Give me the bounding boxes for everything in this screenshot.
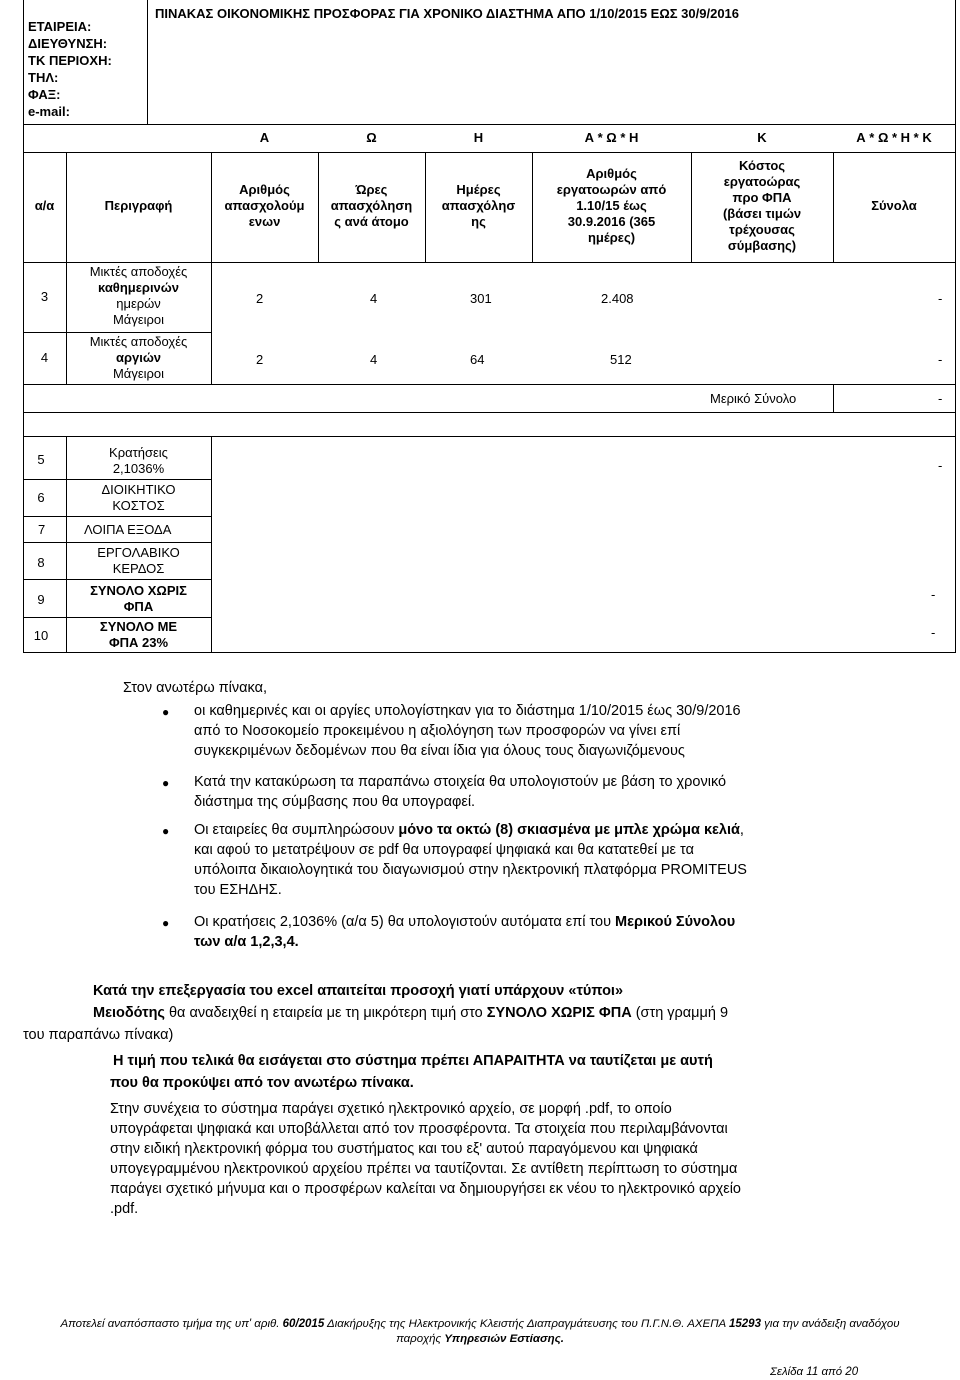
- row3-description: Μικτές αποδοχές καθημερινών ημερών Μάγειροι: [89, 264, 188, 327]
- footer-reference: Αποτελεί αναπόσπαστο τμήμα της υπ' αριθ. 60/2015 Διακήρυξης της Ηλεκτρονικής Κλειστής Διαπραγμάτευσης του Π.Γ.Ν.Θ. ΑΧΕΠΑ 15293 για την ανάδειξη αναδόχου παροχής Υπηρεσιών Εστίασης.: [60, 1318, 900, 1345]
- row3-man-hours: 2.408: [601, 291, 634, 306]
- row5-6-value: -: [938, 458, 943, 473]
- notes-intro: Στον ανωτέρω πίνακα,: [123, 680, 268, 696]
- row4-man-hours: 512: [610, 352, 632, 367]
- row3-days: 301: [470, 291, 492, 306]
- partial-total-label: Μερικό Σύνολο: [710, 391, 797, 406]
- email-label: e-mail:: [28, 104, 70, 119]
- row4-hours: 4: [370, 352, 378, 367]
- note-lowest-bidder-cont: του παραπάνω πίνακα): [23, 1027, 174, 1043]
- row9-description: ΣΥΝΟΛΟ ΧΩΡΙΣ ΦΠΑ: [90, 583, 187, 614]
- row4-employees: 2: [256, 352, 264, 367]
- row4-total: -: [938, 352, 943, 367]
- note-price-match-2: που θα προκύψει από τον ανωτέρω πίνακα.: [110, 1075, 414, 1091]
- letter-product-aoh: Α * Ω * Η: [584, 130, 639, 145]
- col-header-aa: α/α: [34, 198, 55, 213]
- letter-omega: Ω: [366, 130, 377, 145]
- letter-a: Α: [259, 130, 270, 145]
- col-header-totals: Σύνολα: [871, 198, 917, 213]
- col-header-days: Ημέρες απασχόλησ ης: [441, 182, 516, 229]
- bullet-icon: ●: [162, 776, 170, 790]
- col-header-employees: Αριθμός απασχολούμ ενων: [224, 182, 305, 229]
- row4-aa: 4: [40, 350, 49, 365]
- note-bullet-1: οι καθημερινές και οι αργίες υπολογίστηκαν για το διάστημα 1/10/2015 έως 30/9/2016 από το Νοσοκομείο προκειμένου η αξιολόγηση των προσφορών να γίνει επί συγκεκριμένων δεδομένων που θα είναι ίδια για όλους τους διαγωνιζόμενους: [194, 703, 741, 759]
- col-header-hourly-cost: Κόστος εργατοώρας προ ΦΠΑ (βάσει τιμών τρέχουσας σύμβασης): [722, 158, 802, 253]
- note-excel-warning: Κατά την επεξεργασία του excel απαιτείται προσοχή γιατί υπάρχουν «τύποι»: [93, 983, 624, 999]
- row3-aa: 3: [40, 289, 49, 304]
- bullet-icon: ●: [162, 916, 170, 930]
- row8-description: ΕΡΓΟΛΑΒΙΚΟ ΚΕΡΔΟΣ: [97, 545, 180, 576]
- col-header-description: Περιγραφή: [104, 198, 173, 213]
- note-bullet-3: Οι εταιρείες θα συμπληρώσουν μόνο τα οκτώ (8) σκιασμένα με μπλε χρώμα κελιά, και αφού το μετατρέψουν σε pdf θα υπογραφεί ψηφιακά και θα κατατεθεί με τα υπόλοιπα δικαιολογητικά του διαγωνισμού στην ηλεκτρονική πλατφόρμα PROMITEUS του ΕΣΗΔΗΣ.: [194, 822, 747, 898]
- fax-label: ΦΑΞ:: [28, 87, 61, 102]
- page-number: Σελίδα 11 από 20: [770, 1366, 859, 1378]
- row10-aa: 10: [33, 628, 49, 643]
- row3-hours: 4: [370, 291, 378, 306]
- row6-aa: 6: [37, 490, 45, 505]
- row5-description: Κρατήσεις 2,1036%: [109, 445, 168, 476]
- row8-aa: 8: [37, 555, 45, 570]
- note-bullet-2: Κατά την κατακύρωση τα παραπάνω στοιχεία θα υπολογιστούν με βάση το χρονικό διάστημα της σύμβασης που θα υπογραφεί.: [194, 774, 727, 810]
- company-info-block: [28, 18, 112, 120]
- row10-value: -: [931, 625, 936, 640]
- col-header-man-hours: Αριθμός εργατοωρών από 1.10/15 έως 30.9.2016 (365 ημέρες): [556, 166, 667, 245]
- letter-eta: Η: [473, 130, 484, 145]
- zip-area-label: ΤΚ ΠΕΡΙΟΧΗ:: [28, 53, 112, 68]
- row7-aa: 7: [38, 522, 46, 537]
- row3-employees: 2: [256, 291, 264, 306]
- row4-description: Μικτές αποδοχές αργιών Μάγειροι: [89, 334, 188, 381]
- col-header-hours: Ώρες απασχόληση ς ανά άτομο: [330, 182, 413, 229]
- bullet-icon: ●: [162, 705, 170, 719]
- partial-total-value: -: [938, 391, 943, 406]
- note-price-match-1: Η τιμή που τελικά θα εισάγεται στο σύστημα πρέπει ΑΠΑΡΑΙΤΗΤΑ να ταυτίζεται με αυτή: [113, 1053, 713, 1069]
- letter-k: Κ: [757, 130, 767, 145]
- row7-description: ΛΟΙΠΑ ΕΞΟΔΑ: [84, 522, 172, 537]
- phone-label: ΤΗΛ:: [28, 70, 59, 85]
- company-label: ΕΤΑΙΡΕΙΑ:: [28, 19, 92, 34]
- row4-days: 64: [470, 352, 485, 367]
- bullet-icon: ●: [162, 824, 170, 838]
- letter-product-aohk: Α * Ω * Η * Κ: [856, 130, 932, 145]
- page-title: ΠΙΝΑΚΑΣ ΟΙΚΟΝΟΜΙΚΗΣ ΠΡΟΣΦΟΡΑΣ ΓΙΑ ΧΡΟΝΙΚΟ ΔΙΑΣΤΗΜΑ ΑΠΟ 1/10/2015 ΕΩΣ 30/9/2016: [155, 6, 740, 21]
- row10-description: ΣΥΝΟΛΟ ΜΕ ΦΠΑ 23%: [99, 619, 178, 650]
- note-system-pdf: Στην συνέχεια το σύστημα παράγει σχετικό ηλεκτρονικό αρχείο, σε μορφή .pdf, το οποίο υπογράφεται ψηφιακά και υποβάλλεται από τον προσφέροντα. Τα στοιχεία που περιλαμβάνονται στην ειδική ηλεκτρονική φόρμα του συστήματος και του εξ' αυτού παραγόμενου και ψηφιακά υπογεγραμμένου ηλεκτρονικού αρχείου πρέπει να ταυτίζονται. Σε αντίθετη περίπτωση το σύστημα παράγει σχετικό μήνυμα και ο προσφέρων καλείται να δημιουργήσει εκ νέου το ηλεκτρονικό αρχείο .pdf.: [110, 1101, 741, 1217]
- address-label: ΔΙΕΥΘΥΝΣΗ:: [28, 36, 108, 51]
- row9-value: -: [931, 587, 936, 602]
- row3-total: -: [938, 291, 943, 306]
- note-bullet-4: Οι κρατήσεις 2,1036% (α/α 5) θα υπολογιστούν αυτόματα επί του Μερικού Σύνολου των α/α 1,2,3,4.: [194, 914, 736, 950]
- row9-aa: 9: [37, 592, 45, 607]
- row6-description: ΔΙΟΙΚΗΤΙΚΟ ΚΟΣΤΟΣ: [101, 482, 176, 513]
- note-lowest-bidder: Μειοδότης θα αναδειχθεί η εταιρεία με τη μικρότερη τιμή στο ΣΥΝΟΛΟ ΧΩΡΙΣ ΦΠΑ (στη γραμμή 9: [93, 1005, 729, 1021]
- row5-aa: 5: [37, 452, 45, 467]
